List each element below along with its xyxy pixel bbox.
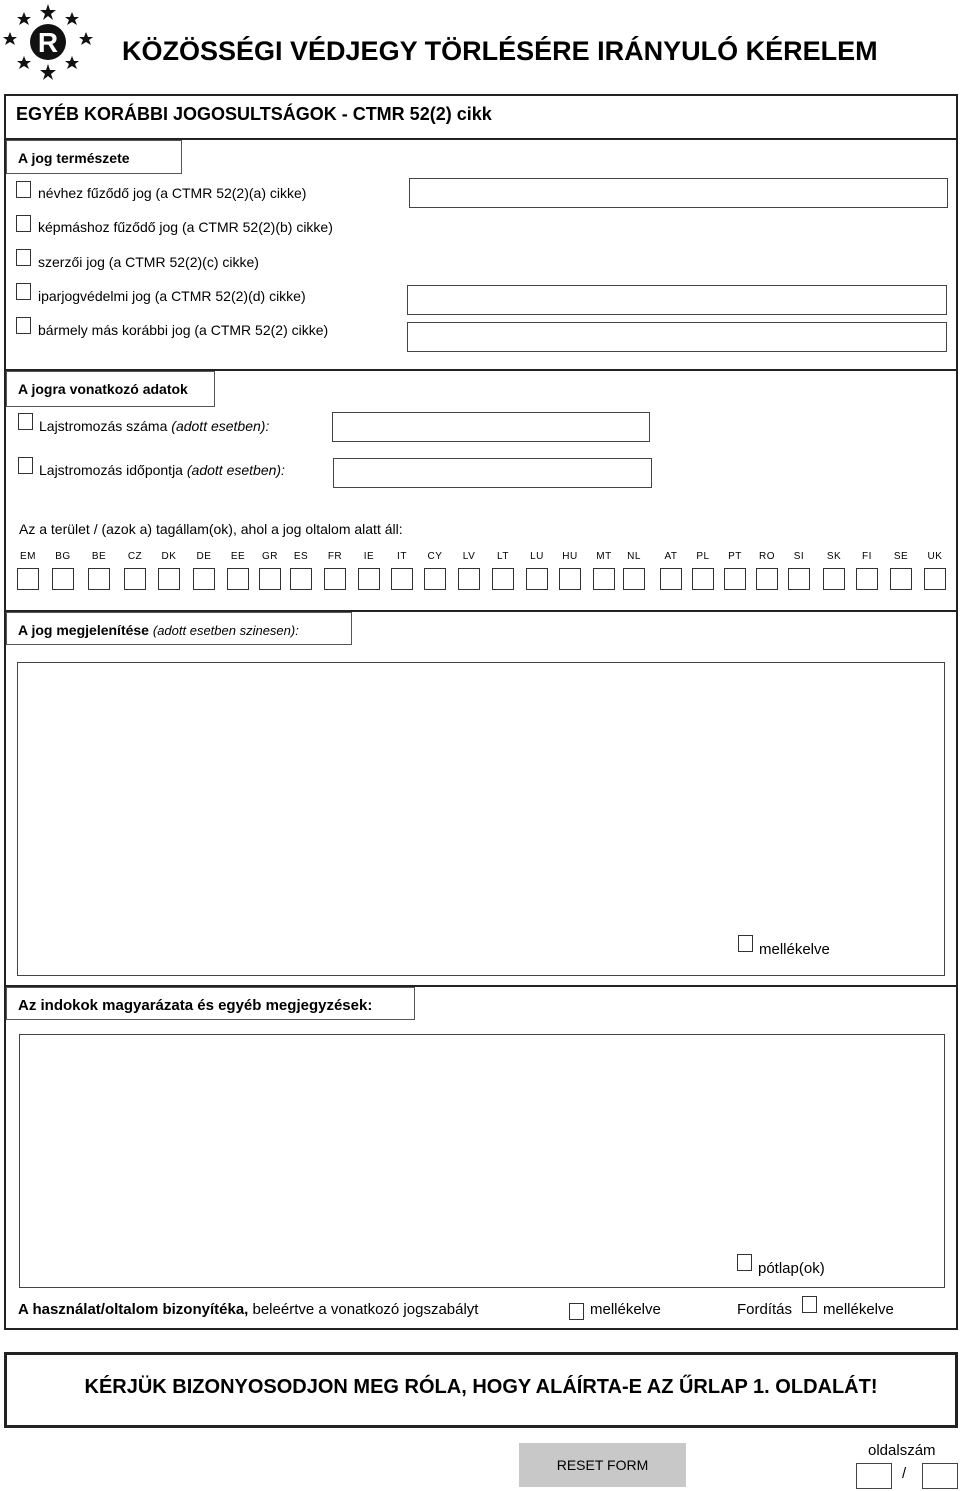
- supplement-checkbox[interactable]: [737, 1254, 752, 1271]
- country-checkbox[interactable]: [88, 568, 110, 590]
- country-hu[interactable]: [559, 551, 581, 590]
- country-mt[interactable]: [593, 551, 615, 590]
- svg-text:R: R: [37, 27, 59, 58]
- country-cz[interactable]: [124, 551, 146, 590]
- page-title: KÖZÖSSÉGI VÉDJEGY TÖRLÉSÉRE IRÁNYULÓ KÉRELEM: [122, 36, 878, 66]
- copyright-checkbox[interactable]: [16, 249, 31, 266]
- reg-number-input[interactable]: [332, 412, 650, 442]
- country-pl[interactable]: [692, 551, 714, 590]
- territory-label: Az a terület / (azok a) tagállam(ok), ahol a jog oltalom alatt áll:: [19, 521, 403, 537]
- country-checkbox[interactable]: [290, 568, 312, 590]
- country-checkbox[interactable]: [823, 568, 845, 590]
- country-code: GR: [262, 551, 278, 562]
- country-checkbox[interactable]: [724, 568, 746, 590]
- country-checkbox[interactable]: [756, 568, 778, 590]
- country-code: NL: [627, 551, 641, 562]
- country-checkbox[interactable]: [227, 568, 249, 590]
- country-bg[interactable]: [52, 551, 74, 590]
- page-separator: /: [902, 1465, 907, 1482]
- reg-date-input[interactable]: [333, 458, 652, 488]
- country-checkbox[interactable]: [391, 568, 413, 590]
- country-checkbox[interactable]: [193, 568, 215, 590]
- evidence-attached-checkbox[interactable]: [569, 1303, 584, 1320]
- country-code: MT: [596, 551, 612, 562]
- representation-heading: A jog megjelenítése (adott esetben szinesen):: [6, 612, 352, 645]
- country-checkbox[interactable]: [259, 568, 281, 590]
- country-code: IE: [363, 551, 375, 562]
- country-code: DK: [161, 551, 177, 562]
- industrial-right-label: iparjogvédelmi jog (a CTMR 52(2)(d) cikke): [38, 288, 306, 304]
- country-lu[interactable]: [526, 551, 548, 590]
- country-checkbox[interactable]: [526, 568, 548, 590]
- country-be[interactable]: [88, 551, 110, 590]
- industrial-right-details-input[interactable]: [407, 285, 947, 315]
- name-right-details-input[interactable]: [409, 178, 948, 208]
- country-checkbox[interactable]: [124, 568, 146, 590]
- country-code: BG: [55, 551, 71, 562]
- country-es[interactable]: [290, 551, 312, 590]
- country-cy[interactable]: [424, 551, 446, 590]
- country-checkbox[interactable]: [52, 568, 74, 590]
- section-title: EGYÉB KORÁBBI JOGOSULTSÁGOK - CTMR 52(2) cikk: [16, 104, 492, 124]
- country-gr[interactable]: [259, 551, 281, 590]
- country-nl[interactable]: [623, 551, 645, 590]
- country-ro[interactable]: [756, 551, 778, 590]
- country-lt[interactable]: [492, 551, 514, 590]
- country-checkbox[interactable]: [856, 568, 878, 590]
- community-trademark-logo: [2, 2, 94, 86]
- country-code: ES: [293, 551, 309, 562]
- country-checkbox[interactable]: [492, 568, 514, 590]
- country-checkbox[interactable]: [593, 568, 615, 590]
- country-code: FR: [327, 551, 343, 562]
- country-checkbox[interactable]: [17, 568, 39, 590]
- name-right-checkbox[interactable]: [16, 181, 31, 198]
- reasons-textarea[interactable]: [19, 1034, 945, 1288]
- country-em[interactable]: [17, 551, 39, 590]
- country-checkbox[interactable]: [158, 568, 180, 590]
- reset-form-button[interactable]: RESET FORM: [519, 1443, 686, 1487]
- reg-number-label: Lajstromozás száma (adott esetben):: [39, 418, 270, 434]
- reg-number-checkbox[interactable]: [18, 413, 33, 430]
- country-code: BE: [91, 551, 107, 562]
- country-fi[interactable]: [856, 551, 878, 590]
- country-checkbox[interactable]: [458, 568, 480, 590]
- representation-attached-label: mellékelve: [759, 941, 830, 958]
- signature-notice: KÉRJÜK BIZONYOSODJON MEG RÓLA, HOGY ALÁÍRTA-E AZ ŰRLAP 1. OLDALÁT!: [84, 1376, 878, 1398]
- country-se[interactable]: [890, 551, 912, 590]
- country-code: AT: [664, 551, 678, 562]
- country-ie[interactable]: [358, 551, 380, 590]
- country-code: LT: [497, 551, 509, 562]
- country-code: FI: [862, 551, 872, 562]
- reasons-heading: Az indokok magyarázata és egyéb megjegyzések:: [6, 987, 415, 1020]
- country-uk[interactable]: [924, 551, 946, 590]
- country-code: SI: [793, 551, 805, 562]
- country-code: DE: [196, 551, 212, 562]
- country-checkbox[interactable]: [660, 568, 682, 590]
- reg-date-label: Lajstromozás időpontja (adott esetben):: [39, 462, 285, 478]
- country-checkbox[interactable]: [424, 568, 446, 590]
- country-code: PT: [728, 551, 742, 562]
- reg-date-checkbox[interactable]: [18, 457, 33, 474]
- country-checkbox[interactable]: [623, 568, 645, 590]
- country-code: LU: [530, 551, 544, 562]
- country-code: EM: [20, 551, 36, 562]
- country-checkbox[interactable]: [924, 568, 946, 590]
- country-checkbox[interactable]: [692, 568, 714, 590]
- country-code: EE: [230, 551, 246, 562]
- representation-area[interactable]: [17, 662, 945, 976]
- other-right-details-input[interactable]: [407, 322, 947, 352]
- country-code: UK: [927, 551, 943, 562]
- country-code: RO: [759, 551, 775, 562]
- evidence-attached-label: mellékelve: [590, 1301, 661, 1318]
- country-checkbox[interactable]: [324, 568, 346, 590]
- country-code: SK: [826, 551, 842, 562]
- country-code: LV: [462, 551, 476, 562]
- translation-attached-label: mellékelve: [823, 1301, 894, 1318]
- country-checkbox[interactable]: [890, 568, 912, 590]
- image-right-checkbox[interactable]: [16, 215, 31, 232]
- country-code: IT: [397, 551, 407, 562]
- country-code: CY: [427, 551, 443, 562]
- country-code: CZ: [127, 551, 143, 562]
- nature-heading: A jog természete: [6, 140, 182, 174]
- country-pt[interactable]: [724, 551, 746, 590]
- country-code: HU: [562, 551, 578, 562]
- supplement-label: pótlap(ok): [758, 1260, 825, 1277]
- country-fr[interactable]: [324, 551, 346, 590]
- translation-label: Fordítás: [737, 1301, 793, 1318]
- copyright-label: szerzői jog (a CTMR 52(2)(c) cikke): [38, 254, 259, 270]
- name-right-label: névhez fűződő jog (a CTMR 52(2)(a) cikke): [38, 185, 307, 201]
- representation-attached-checkbox[interactable]: [738, 935, 753, 952]
- other-right-checkbox[interactable]: [16, 317, 31, 334]
- industrial-right-checkbox[interactable]: [16, 283, 31, 300]
- country-lv[interactable]: [458, 551, 480, 590]
- other-right-label: bármely más korábbi jog (a CTMR 52(2) cikke): [38, 322, 329, 338]
- page-number-label: oldalszám: [868, 1442, 936, 1459]
- page-current-input[interactable]: [856, 1463, 892, 1489]
- country-de[interactable]: [193, 551, 215, 590]
- image-right-label: képmáshoz fűződő jog (a CTMR 52(2)(b) cikke): [38, 219, 333, 235]
- country-ee[interactable]: [227, 551, 249, 590]
- country-checkbox[interactable]: [358, 568, 380, 590]
- translation-attached-checkbox[interactable]: [802, 1296, 817, 1313]
- country-code: SE: [893, 551, 909, 562]
- country-dk[interactable]: [158, 551, 180, 590]
- details-heading: A jogra vonatkozó adatok: [6, 371, 215, 407]
- country-checkbox[interactable]: [559, 568, 581, 590]
- evidence-label: A használat/oltalom bizonyítéka, beleértve a vonatkozó jogszabályt: [18, 1301, 479, 1318]
- country-checkbox[interactable]: [788, 568, 810, 590]
- page-total-input[interactable]: [922, 1463, 958, 1489]
- country-it[interactable]: [391, 551, 413, 590]
- country-code: PL: [696, 551, 710, 562]
- country-at[interactable]: [660, 551, 682, 590]
- logo-stars-icon: [2, 2, 94, 86]
- country-sk[interactable]: [823, 551, 845, 590]
- country-si[interactable]: [788, 551, 810, 590]
